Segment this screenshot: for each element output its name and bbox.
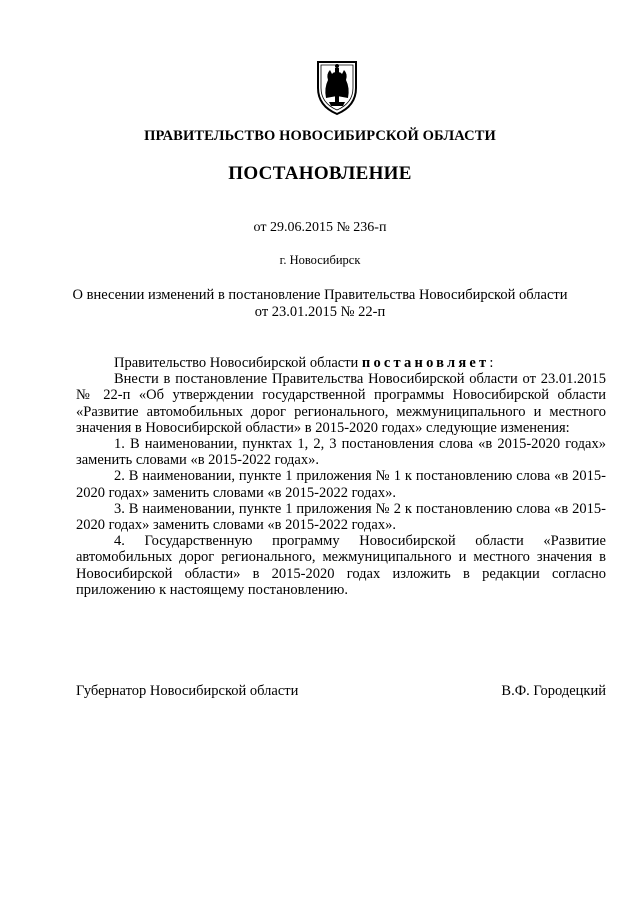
main-paragraph: Внести в постановление Правительства Новосибирской области от 23.01.2015 № 22-п «Об утверждении государственной программы Новосибирской области «Развитие автомобильных дорог регионального, межмуниципального и местного значения в Новосибирской области» в 2015-2020 годах» следующие изменения: (76, 371, 606, 436)
intro-paragraph (76, 355, 606, 371)
intro-suffix: : (489, 355, 494, 371)
document-kind: ПОСТАНОВЛЕНИЕ (228, 163, 412, 184)
item-2: 2. В наименовании, пункте 1 приложения № 1 к постановлению слова «в 2015-2020 годах» заменить словами «в 2015-2022 годах». (76, 468, 606, 501)
signature-position: Губернатор Новосибирской области (76, 683, 299, 699)
item-1: 1. В наименовании, пунктах 1, 2, 3 постановления слова «в 2015-2020 годах» заменить словами «в 2015-2022 годах». (76, 436, 606, 469)
subject-line-1: О внесении изменений в постановление Правительства Новосибирской области (72, 287, 568, 303)
signature-name: В.Ф. Городецкий (501, 683, 606, 699)
intro-prefix: Правительство Новосибирской области (114, 355, 362, 371)
intro-decree-word: постановляет (361, 355, 490, 371)
item-4: 4. Государственную программу Новосибирской области «Развитие автомобильных дорог регионального, межмуниципального и местного значения в Новосибирской области» в 2015-2020 годах изложить в редакции согласно приложению к настоящему постановлению. (76, 533, 606, 598)
city: г. Новосибирск (279, 253, 361, 267)
subject-title (0, 287, 640, 321)
item-3: 3. В наименовании, пункте 1 приложения № 2 к постановлению слова «в 2015-2020 годах» заменить словами «в 2015-2022 годах». (76, 500, 606, 534)
body-text (76, 355, 606, 598)
date-number: от 29.06.2015 № 236-п (253, 220, 387, 235)
coat-of-arms-icon (314, 58, 360, 116)
subject-line-2: от 23.01.2015 № 22-п (254, 304, 386, 320)
government-name: ПРАВИТЕЛЬСТВО НОВОСИБИРСКОЙ ОБЛАСТИ (144, 128, 496, 144)
